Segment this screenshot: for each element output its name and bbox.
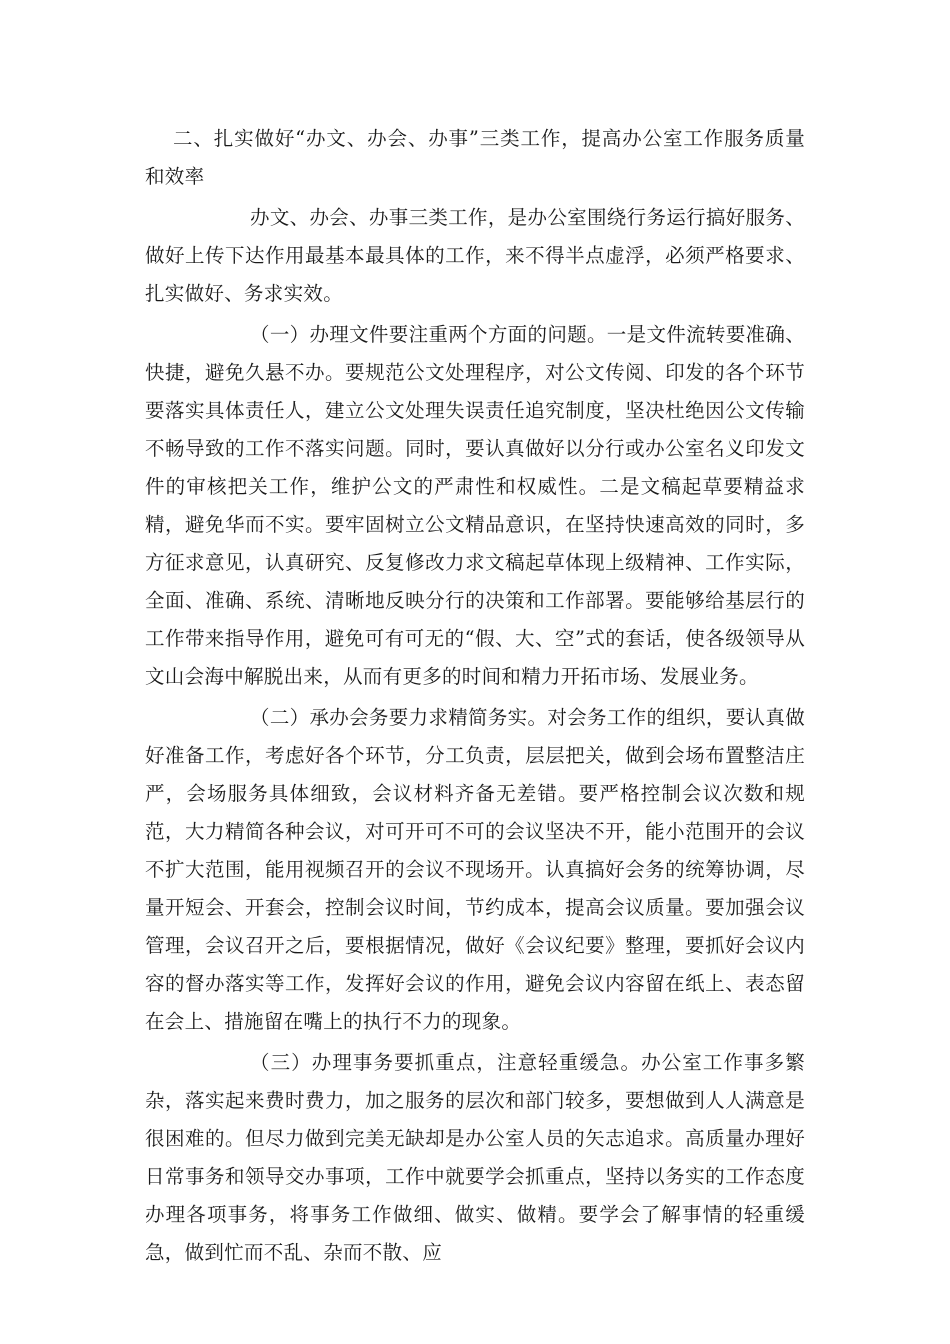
section-heading: 二、扎实做好“办文、办会、办事”三类工作，提高办公室工作服务质量和效率 bbox=[145, 127, 805, 188]
paragraph-meetings: （二）承办会务要力求精简务实。对会务工作的组织，要认真做好准备工作，考虑好各个环节，分工负责，层层把关，做到会场布置整洁庄严，会场服务具体细致，会议材料齐备无差错。要严格控制会议次数和规范，大力精简各种会议，对可开可不可的会议坚决不开，能小范围开的会议不扩大范围，能用视频召开的会议不现场开。认真搞好会务的统筹协调，尽量开短会、开套会，控制会议时间，节约成本，提高会议质量。要加强会议管理，会议召开之后，要根据情况，做好《会议纪要》整理，要抓好会议内容的督办落实等工作，发挥好会议的作用，避免会议内容留在纸上、表态留在会上、措施留在嘴上的执行不力的现象。 bbox=[145, 706, 805, 1033]
document-body bbox=[145, 120, 805, 1275]
intro-paragraph: 办文、办会、办事三类工作，是办公室围绕行务运行搞好服务、做好上传下达作用最基本最具体的工作，来不得半点虚浮，必须严格要求、扎实做好、务求实效。 bbox=[145, 206, 805, 305]
paragraph-affairs: （三）办理事务要抓重点，注意轻重缓急。办公室工作事多繁杂，落实起来费时费力，加之服务的层次和部门较多，要想做到人人满意是很困难的。但尽力做到完美无缺却是办公室人员的矢志追求。高质量办理好日常事务和领导交办事项，工作中就要学会抓重点，坚持以务实的工作态度办理各项事务，将事务工作做细、做实、做精。要学会了解事情的轻重缓急，做到忙而不乱、杂而不散、应 bbox=[145, 1051, 805, 1264]
paragraph-documents: （一）办理文件要注重两个方面的问题。一是文件流转要准确、快捷，避免久悬不办。要规范公文处理程序，对公文传阅、印发的各个环节要落实具体责任人，建立公文处理失误责任追究制度，坚决杜绝因公文传输不畅导致的工作不落实问题。同时，要认真做好以分行或办公室名义印发文件的审核把关工作，维护公文的严肃性和权威性。二是文稿起草要精益求精，避免华而不实。要牢固树立公文精品意识，在坚持快速高效的同时，多方征求意见，认真研究、反复修改力求文稿起草体现上级精神、工作实际，全面、准确、系统、清晰地反映分行的决策和工作部署。要能够给基层行的工作带来指导作用，避免可有可无的“假、大、空”式的套话，使各级领导从文山会海中解脱出来，从而有更多的时间和精力开拓市场、发展业务。 bbox=[145, 323, 805, 688]
